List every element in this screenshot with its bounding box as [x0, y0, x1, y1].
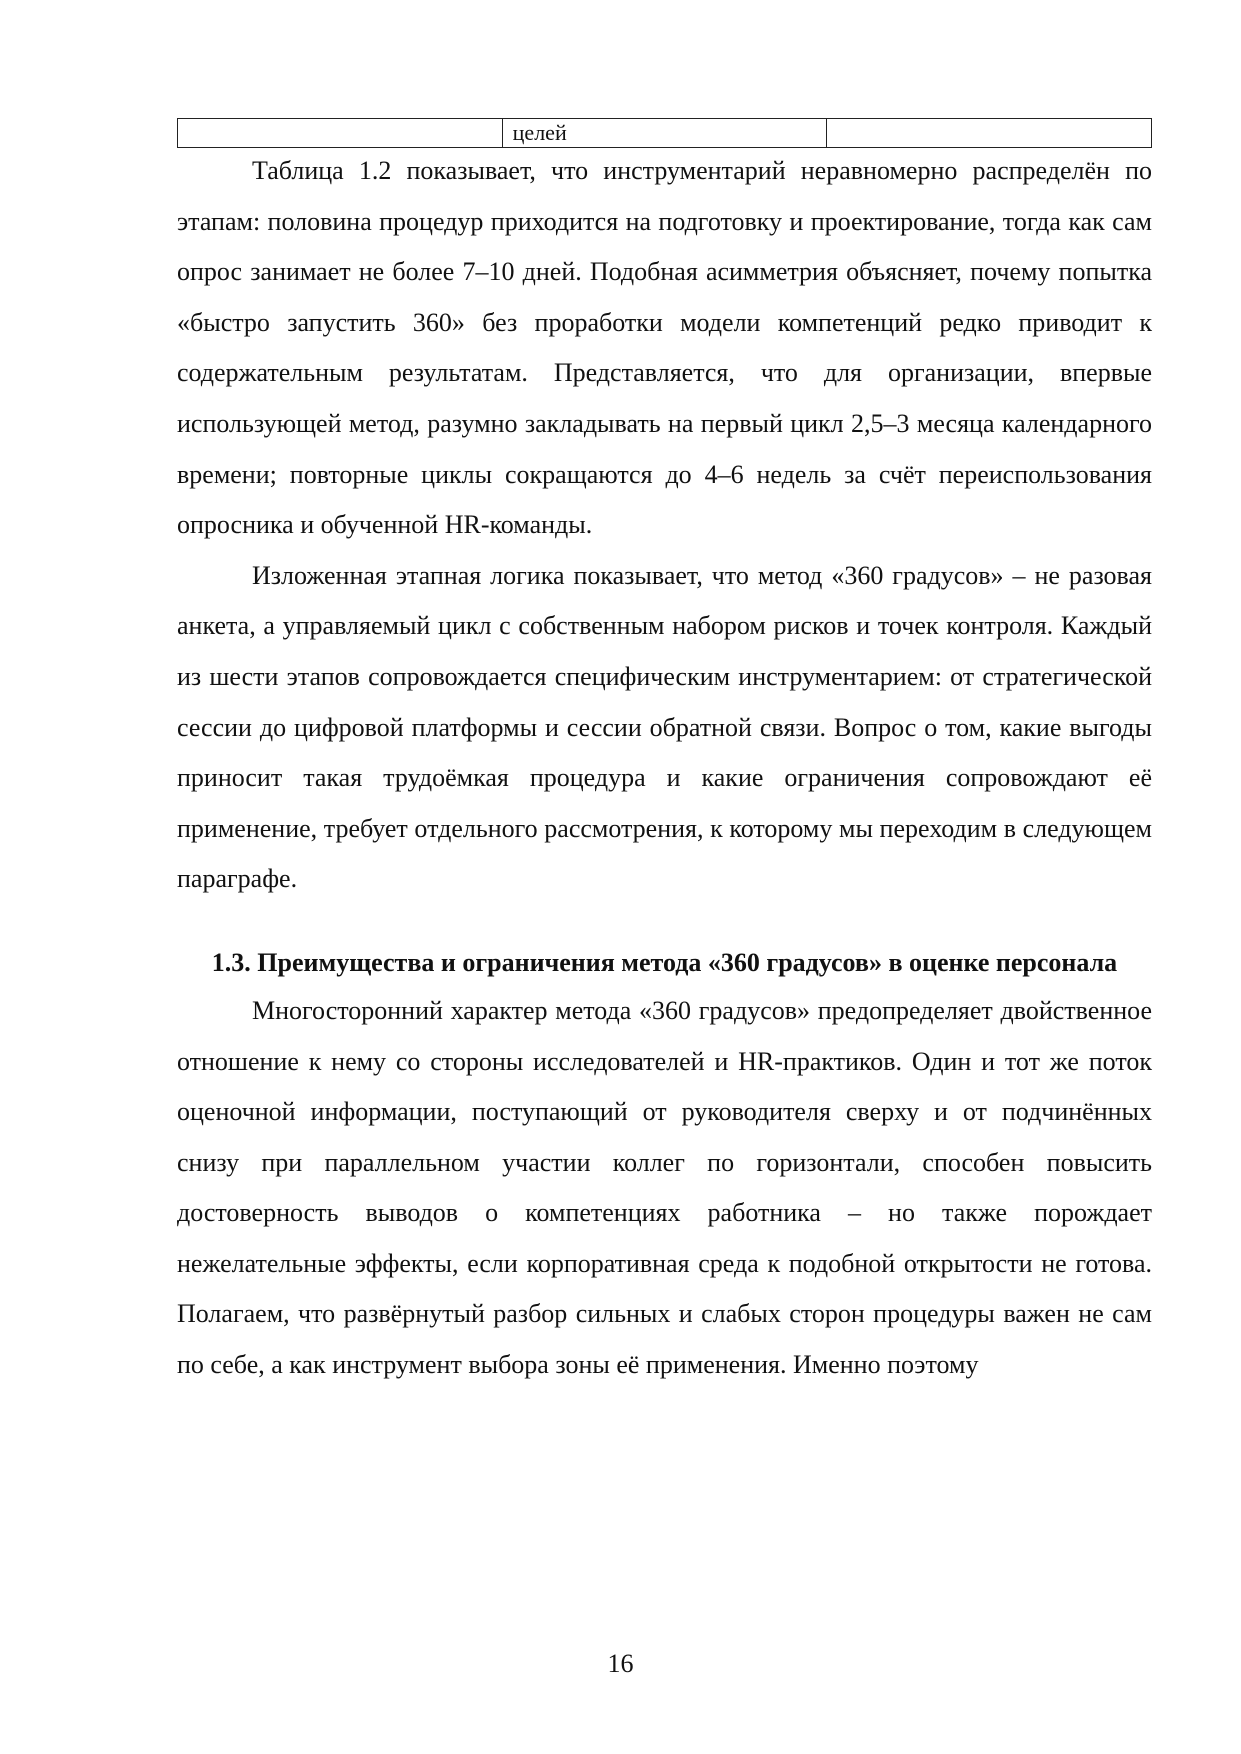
page-content [177, 118, 1152, 1391]
table-fragment [177, 118, 1152, 148]
paragraph-stage-logic: Изложенная этапная логика показывает, что метод «360 градусов» – не разовая анкета, а управляемый цикл с собственным набором рисков и точек контроля. Каждый из шести этапов сопровождается специфическим инструментарием: от стратегической сессии до цифровой платформы и сессии обратной связи. Вопрос о том, какие выгоды приносит такая трудоёмкая процедура и какие ограничения сопровождают её применение, требует отдельного рассмотрения, к которому мы переходим в следующем параграфе. [177, 560, 1152, 894]
paragraph-table-commentary: Таблица 1.2 показывает, что инструментарий неравномерно распределён по этапам: половина процедур приходится на подготовку и проектирование, тогда как сам опрос занимает не более 7–10 дней. Подобная асимметрия объясняет, почему попытка «быстро запустить 360» без проработки модели компетенций редко приводит к содержательным результатам. Представляется, что для организации, впервые использующей метод, разумно закладывать на первый цикл 2,5–3 месяца календарного времени; повторные циклы сокращаются до 4–6 недель за счёт переиспользования опросника и обученной HR-команды. [177, 156, 1152, 540]
page-number: 16 [607, 1649, 634, 1678]
paragraph-section-intro: Многосторонний характер метода «360 градусов» предопределяет двойственное отношение к нему со стороны исследователей и HR-практиков. Один и тот же поток оценочной информации, поступающий от руководителя сверху и от подчинённых снизу при параллельном участии коллег по горизонтали, способен повысить достоверность выводов о компетенциях работника – но также порождает нежелательные эффекты, если корпоративная среда к подобной открытости не готова. Полагаем, что развёрнутый разбор сильных и слабых сторон процедуры важен не сам по себе, а как инструмент выбора зоны её применения. Именно поэтому [177, 995, 1152, 1380]
table-cell: целей [502, 119, 827, 148]
table-cell [178, 119, 503, 148]
table-cell [827, 119, 1152, 148]
section-heading: 1.3. Преимущества и ограничения метода «360 градусов» в оценке персонала [211, 947, 1118, 977]
table-row [178, 119, 1152, 148]
